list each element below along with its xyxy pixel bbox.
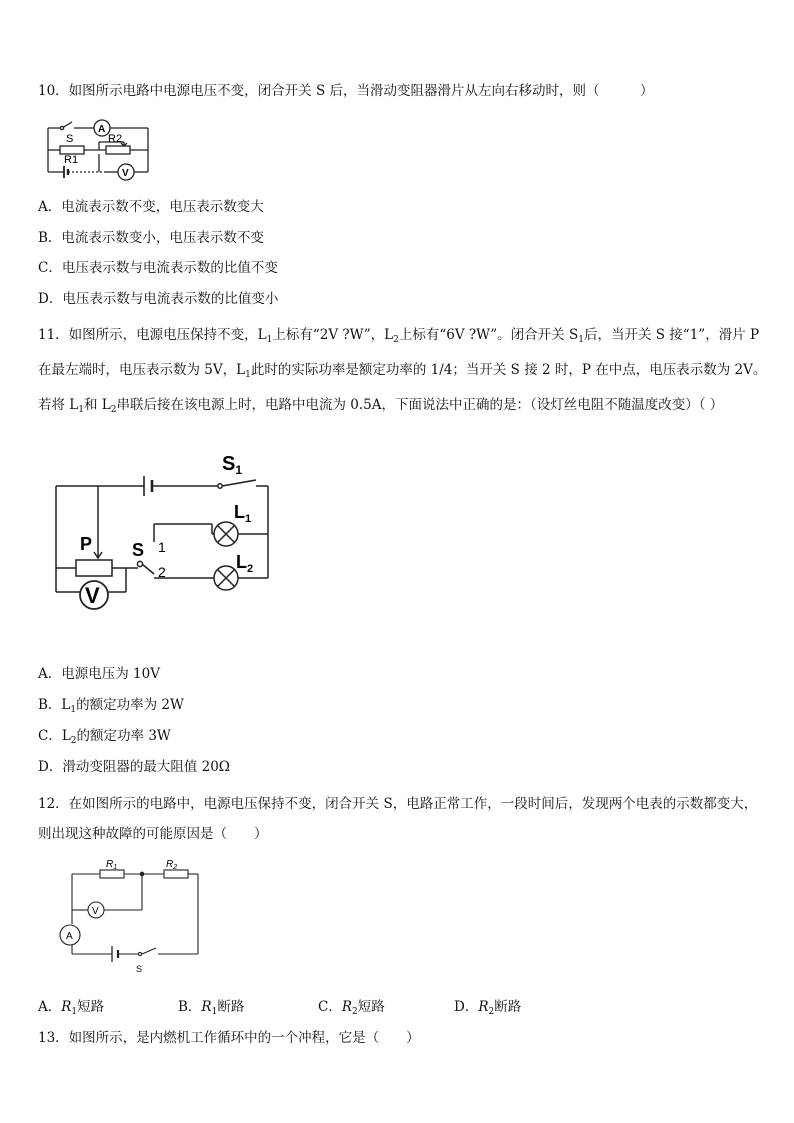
q10-circuit-diagram bbox=[44, 116, 164, 186]
q10-label-r1: R1 bbox=[64, 154, 79, 166]
q12-option-c: C．$R_2$短路 bbox=[318, 999, 385, 1017]
q11-label-l1: $L_1$ bbox=[234, 502, 252, 525]
q13-stem: 13．如图所示，是内燃机工作循环中的一个冲程，它是（ ） bbox=[38, 1030, 420, 1046]
q10-label-r2: R2 bbox=[108, 133, 123, 145]
q11-label-terminal-2: 2 bbox=[158, 564, 166, 580]
q12-stem: 12．在如图所示的电路中，电源电压保持不变，闭合开关 S，电路正常工作，一段时间后，发现两个电表的示数都变大，则出现这种故障的可能原因是（ ） bbox=[38, 796, 758, 842]
q10-option-c: C．电压表示数与电流表示数的比值不变 bbox=[38, 260, 278, 276]
q10-stem: 10．如图所示电路中电源电压不变，闭合开关 S 后，当滑动变阻器滑片从左向右移动时，则（ ） bbox=[38, 83, 654, 99]
q11-label-terminal-1: 1 bbox=[158, 539, 166, 555]
q12-label-ammeter: A bbox=[66, 931, 73, 942]
q10-option-a: A．电流表示数不变，电压表示数变大 bbox=[38, 199, 264, 215]
q12-circuit-diagram bbox=[52, 856, 212, 976]
q12-label-voltmeter: V bbox=[92, 906, 99, 917]
q11-label-voltmeter: V bbox=[85, 583, 100, 608]
q10-option-d: D．电压表示数与电流表示数的比值变小 bbox=[38, 291, 279, 307]
q12-option-a: A．$R_1$短路 bbox=[38, 999, 105, 1017]
q11-label-l2: $L_2$ bbox=[236, 552, 254, 575]
q11-option-b: B．$L_1$的额定功率为 2W bbox=[38, 697, 184, 715]
q11-option-c: C．$L_2$的额定功率 3W bbox=[38, 728, 171, 746]
q12-option-b: B．$R_1$断路 bbox=[178, 999, 245, 1017]
q11-label-s: S bbox=[132, 540, 145, 560]
q12-label-switch: S bbox=[136, 964, 143, 974]
q11-option-d: D．滑动变阻器的最大阻值 20Ω bbox=[38, 759, 230, 775]
q10-label-switch: S bbox=[66, 133, 74, 145]
q11-label-s1: $S_1$ bbox=[222, 453, 243, 477]
q10-label-ammeter: A bbox=[98, 124, 106, 135]
q12-label-r1: $R_1$ bbox=[106, 859, 118, 871]
q10-label-voltmeter: V bbox=[122, 168, 129, 179]
q12-option-d: D．$R_2$断路 bbox=[454, 999, 522, 1017]
q10-option-b: B．电流表示数变小，电压表示数不变 bbox=[38, 230, 264, 246]
q11-circuit-diagram bbox=[46, 446, 286, 616]
q12-label-r2: $R_2$ bbox=[166, 859, 178, 871]
q11-label-p: P bbox=[80, 534, 93, 554]
q11-stem: 11．如图所示，电源电压保持不变，$L_1$上标有“2V ?W”，$L_2$上标有“6V ?W”。闭合开关 $S_1$后，当开关 S 接“1”，滑片 P 在最左端时，电压表示数为 5V，$L_1$此时的实际功率是额定功率的 1/4；当开关 S 接 2 时，P 在中点，电压表示数为 2V。若将 $L_1$和 $L_2$串联后接在该电源上时，电路中电流为 0.5A，下面说法中正确的是：（设灯丝电阻不随温度改变）（ ） bbox=[38, 327, 767, 415]
q11-option-a: A．电源电压为 10V bbox=[38, 666, 160, 682]
